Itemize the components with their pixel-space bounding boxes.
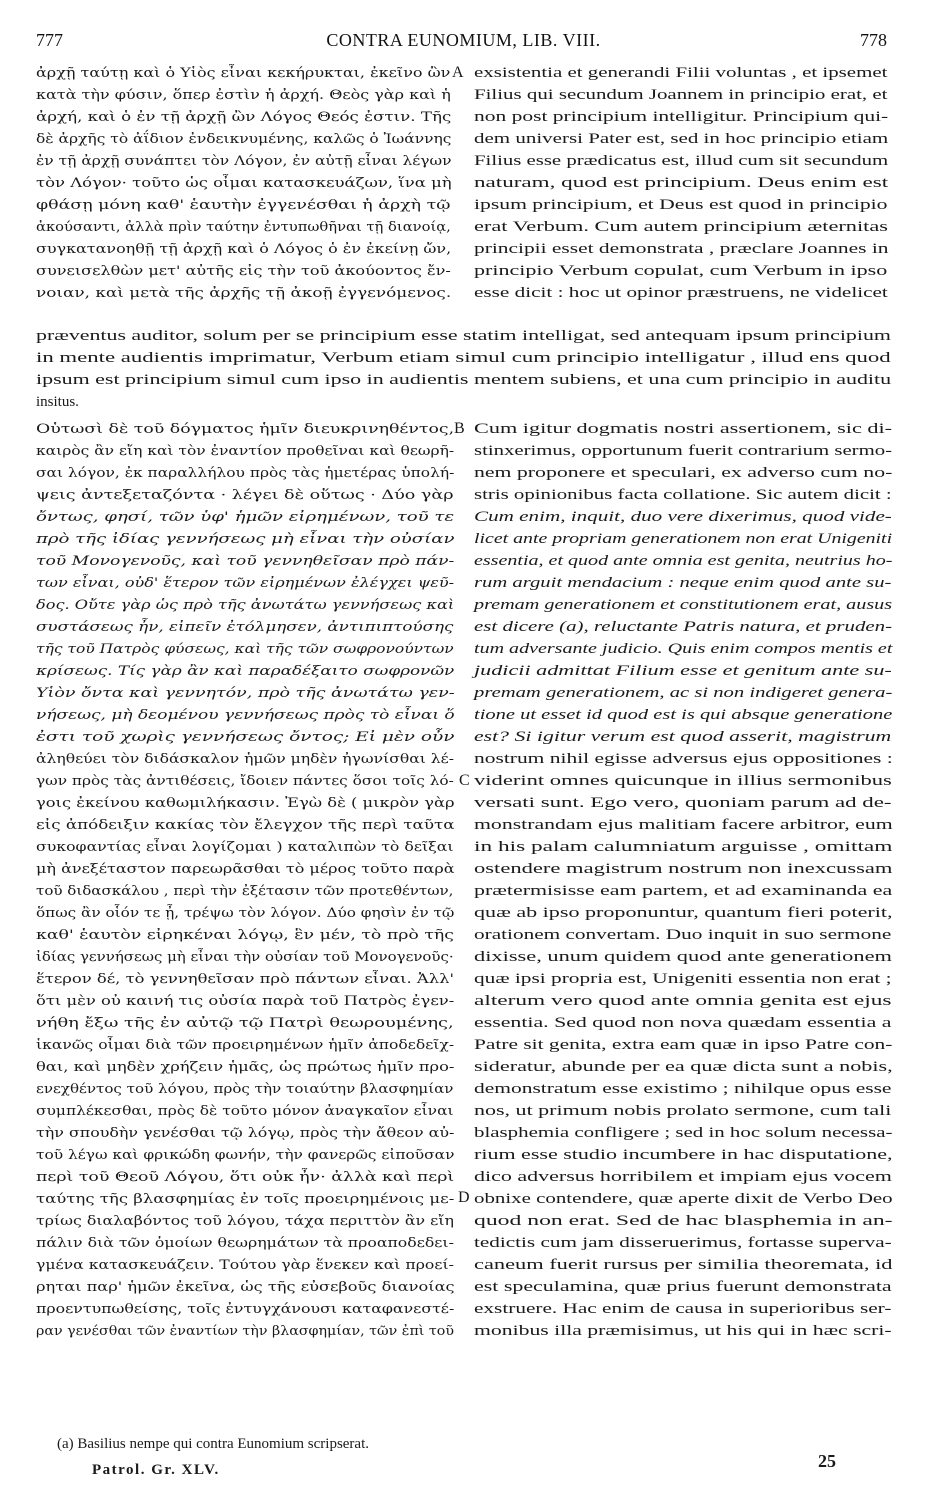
greek-text-line: τὴν σπουδὴν γενέσθαι τῷ λόγῳ, πρὸς τὴν ἄθεον αὐ- [36,1125,455,1140]
latin-text-line: nos, ut primum nobis prolato sermone, cum tali [474,1103,892,1119]
margin-marker-b: B [454,420,465,437]
greek-text-line: σαι λόγον, ἐκ παραλλήλου πρὸς τὰς ἡμετέρας ὑπολή- [36,465,455,480]
latin-column-section-b [474,418,892,1342]
latin-text-line: ipsum est principium simul cum ipso in audientis mentem subiens, et una cum principio in auditu [36,372,892,388]
latin-text-line: licet ante propriam generationem non erat Unigeniti [474,531,893,547]
latin-text-line: essentia, et quod ante omnia est genita, neutrius ho- [474,553,893,569]
latin-text-line: est dicere (a), reluctante Patris natura, et pruden- [474,619,893,635]
latin-text-line: monibus illa præmisimus, ut his qui in hæc scri- [474,1323,892,1339]
latin-text-line: premam generationem, ac si non indigeret genera- [474,685,893,701]
greek-text-line: εἰς ἀπόδειξιν κακίας τὸν ἔλεγχον τῆς περὶ ταῦτα [36,817,455,832]
greek-column-section-a [36,62,451,304]
greek-text-line: ἀκούσαντι, ἀλλὰ πρὶν ταύτην ἐντυπωθῆναι τῇ διανοίᾳ, [36,219,451,234]
greek-text-line: ἕτερον δέ, τὸ γεννηθεῖσαν πρὸ πάντων εἶναι. Ἀλλ' [36,971,454,986]
footnote: (a) Basilius nempe qui contra Eunomium scripserat. [57,1436,370,1452]
greek-text-line: συνεισελθὼν μετ' αὐτῆς εἰς τὴν τοῦ ἀκούοντος ἔν- [36,263,451,278]
greek-text-line: τῆς τοῦ Πατρὸς φύσεως, καὶ τῆς τῶν σωφρονούντων [36,641,454,656]
greek-text-line: ἐστι τοῦ χωρὶς γεννήσεως ὄντος; Εἰ μὲν οὖν [36,729,455,744]
greek-text-line: ενεχθέντος τοῦ λόγου, πρὸς τὴν τοιαύτην βλασφημίαν [36,1081,454,1096]
latin-text-line: insitus. [36,394,79,410]
greek-text-line: καθ' ἑαυτὸν εἰρηκέναι λόγῳ, ἓν μέν, τὸ πρὸ τῆς [36,927,454,942]
greek-text-line: ὅτι μὲν οὐ καινή τις οὐσία παρὰ τοῦ Πατρὸς ἐγεν- [36,993,455,1008]
latin-text-line: exsistentia et generandi Filii voluntas , et ipsemet [474,65,888,81]
margin-marker-a: A [452,64,464,81]
latin-text-line: tum adversante judicio. Quis enim compos mentis et [474,641,893,657]
greek-text-line: δος. Οὔτε γὰρ ὡς πρὸ τῆς ἀνωτάτω γεννήσεως καὶ [36,597,455,612]
latin-text-line: alterum vero quod ante omnia genita est ejus [474,993,892,1009]
greek-text-line: νήσεως, μὴ δεομένου γεννήσεως πρὸς τὸ εἶναι ὅ [36,707,455,722]
latin-text-line: Patre sit genita, extra eam quæ in ipso Patre con- [474,1037,893,1053]
greek-text-line: ψεις ἀντεξεταζόντα · λέγει δὲ οὕτως · Δύο γὰρ [36,487,454,502]
latin-text-line: rium esse studio incumbere in hac disputatione, [474,1147,893,1163]
greek-text-line: συστάσεως ἦν, εἰπεῖν ἐτόλμησεν, ἀντιπιπτούσης [36,619,454,634]
greek-text-line: γμένα κατασκευάζειν. Τούτου γὰρ ἕνεκεν καὶ προεί- [36,1257,454,1272]
greek-text-line: ταύτης τῆς βλασφημίας ἐν τοῖς προειρημένοις με- [36,1191,455,1206]
latin-text-line: erat Verbum. Cum autem principium æternitas [474,219,888,235]
latin-text-line: sideratur, abunde per ea quæ dicta sunt a nobis, [474,1059,893,1075]
latin-text-line: dixisse, unum quidem quod ante generationem [474,949,892,965]
greek-text-line: ραν γενέσθαι τῶν ἐναντίων τὴν βλασφημίαν, τῶν ἐπὶ τοῦ [36,1323,454,1338]
latin-text-line: Filius esse prædicatus est, illud cum sit secundum [474,153,889,169]
margin-marker-c: C [459,772,470,789]
greek-text-line: κατὰ τὴν φύσιν, ὅπερ ἐστὶν ἡ ἀρχή. Θεὸς γὰρ καὶ ἡ [36,87,451,102]
latin-text-line: viderint omnes quicunque in illius sermonibus [474,773,892,789]
latin-text-line: Cum igitur dogmatis nostri assertionem, sic di- [474,421,893,437]
latin-text-line: premam generationem et constitutionem erat, ausus [474,597,893,613]
latin-text-line: essentia. Sed quod non nova quædam essentia a [474,1015,892,1031]
latin-text-line: monstrandam ejus malitiam facere arbitror, eum [474,817,893,833]
greek-text-line: τοῦ διδασκάλου , περὶ τὴν ἐξέτασιν τῶν προτεθέντων, [36,883,454,898]
latin-text-line: exstruere. Hac enim de causa in superioribus ser- [474,1301,892,1317]
greek-text-line: συμπλέκεσθαι, πρὸς δὲ τοῦτο μόνον ἀναγκαῖον εἶναι [36,1103,454,1118]
greek-text-line: ἐν τῇ ἀρχῇ συνάπτει τὸν Λόγον, ἐν αὐτῇ εἶναι λέγων [36,153,452,168]
greek-text-line: φθάσῃ μόνη καθ' ἑαυτὴν ἐγγενέσθαι ἡ ἀρχὴ τῷ [36,197,451,212]
greek-text-line: ὅπως ἂν οἷόν τε ᾖ, τρέψω τὸν λόγον. Δύο φησὶν ἐν τῷ [36,905,455,920]
latin-text-line: principii esset demonstrata , præclare Joannes in [474,241,889,257]
greek-text-line: τοῦ λέγω καὶ φρικώδη φωνήν, τὴν φανερῶς εἰποῦσαν [36,1147,455,1162]
latin-text-line: ostendere magistrum nostrum non inexcussam [474,861,893,877]
latin-text-line: naturam, quod est principium. Deus enim est [474,175,889,191]
greek-text-line: ἀληθεύει τὸν διδάσκαλον ἡμῶν μηδὲν ἠγωνίσθαι λέ- [36,751,454,766]
latin-text-line: caneum fuerit rursus per similia theoremata, id [474,1257,893,1273]
latin-text-line: est? Si igitur verum est quod asserit, magistrum [474,729,892,745]
greek-text-line: ρηται παρ' ἡμῶν ἐκεῖνα, ὡς τῆς εὐσεβοῦς διανοίας [36,1279,455,1294]
latin-text-line: tione ut esset id quod est is qui absque generatione [474,707,893,723]
greek-text-line: Υἱὸν ὄντα καὶ γεννητόν, πρὸ τῆς ἀνωτάτω γεν- [36,685,455,700]
greek-text-line: νήθη ἔξω τῆς ἐν αὐτῷ τῷ Πατρὶ θεωρουμένης, [36,1015,454,1030]
greek-text-line: συγκατανοηθῇ τῇ ἀρχῇ καὶ ὁ Λόγος ὁ ἐν ἐκείνῃ ὤν, [36,241,452,256]
greek-text-line: γων πρὸς τὰς ἀντιθέσεις, ἴδοιεν πάντες ὅσοι τοῖς λό- [36,773,454,788]
signature-number: 25 [818,1451,836,1471]
latin-text-line: præventus auditor, solum per se principium esse statim intelligat, sed antequam ipsum principium [36,328,891,344]
greek-text-line: καιρὸς ἂν εἴη καὶ τὸν ἐναντίον προθεῖναι καὶ θεωρῆ- [36,443,455,458]
greek-text-line: τὸν Λόγον· τοῦτο ὡς οἶμαι κατασκευάζων, ἵνα μὴ [36,175,452,190]
latin-text-line: demonstratum esse existimo ; nihilque opus esse [474,1081,892,1097]
greek-column-section-b [36,418,454,1342]
greek-text-line: ἀρχή, καὶ ὁ ἐν τῇ ἀρχῇ ὢν Λόγος Θεός ἐστιν. Τῆς [36,109,452,124]
latin-text-line: in mente audientis imprimatur, Verbum etiam simul cum principio intelligatur , illud ens quod [36,350,891,366]
signature-mark: Patrol. Gr. XLV. [92,1462,220,1478]
latin-text-line: Cum enim, inquit, duo vere dixerimus, quod vide- [474,509,892,525]
latin-text-line: rum arguit mendacium : neque enim quod ante su- [474,575,892,591]
latin-text-line: ipsum principium, et Deus est quod in principio [474,197,888,213]
greek-text-line: γοις ἐκείνου καθωμιλήκασιν. Ἐγὼ δὲ ( μικρὸν γὰρ [36,795,455,810]
greek-text-line: προεντυπωθείσης, τοῖς ἐντυγχάνουσι καταφανεστέ- [36,1301,455,1316]
latin-text-line: quod non erat. Sed de hac blasphemia in an- [474,1213,893,1229]
latin-text-line: dem universi Pater est, sed in hoc principio etiam [474,131,889,147]
greek-text-line: περὶ τοῦ Θεοῦ Λόγου, ὅτι οὐκ ἦν· ἀλλὰ καὶ περὶ [36,1169,455,1184]
latin-text-line: versati sunt. Ego vero, quoniam parum ad de- [474,795,892,811]
latin-text-line: esse dicit : hoc ut opinor præstruens, ne videlicet [474,285,888,301]
latin-column-section-a [474,62,888,304]
latin-text-line: principio Verbum copulat, cum Verbum in ipso [474,263,888,279]
greek-text-line: ἰδίας γεννήσεως μὴ εἶναι τὴν οὐσίαν τοῦ Μονογενοῦς· [36,949,454,964]
margin-marker-d: D [458,1189,470,1206]
greek-text-line: θαι, καὶ μηδὲν χρήζειν ἡμᾶς, ὡς πρώτως ἡμῖν προ- [36,1059,455,1074]
greek-text-line: τρίως διαλαβόντος τοῦ λόγου, τάχα περιττὸν ἂν εἴη [36,1213,454,1228]
greek-text-line: μὴ ἀνεξέταστον παρεωρᾶσθαι τὸ μέρος τοῦτο παρὰ [36,861,455,876]
greek-text-line: νοιαν, καὶ μετὰ τῆς ἀρχῆς τῇ ἀκοῇ ἐγγενόμενος. [36,285,452,300]
greek-text-line: ὄντως, φησί, τῶν ὑφ' ἡμῶν εἰρημένων, τοῦ τε [36,509,455,524]
latin-text-line: nem proponere et speculari, ex adverso cum no- [474,465,893,481]
latin-text-line: blasphemia confligere ; sed in hoc solum necessa- [474,1125,893,1141]
running-title: CONTRA EUNOMIUM, LIB. VIII. [326,30,601,50]
greek-text-line: ἀρχῇ ταύτῃ καὶ ὁ Υἱὸς εἶναι κεκήρυκται, ἐκεῖνο ὢν [36,65,451,80]
greek-text-line: Οὑτωσὶ δὲ τοῦ δόγματος ἡμῖν διευκρινηθέντος, [36,421,455,436]
greek-text-line: δὲ ἀρχῆς τὸ ἀΐδιον ἐνδεικνυμένης, καλῶς ὁ Ἰωάννης [36,131,452,146]
latin-text-line: nostrum nihil egisse adversus ejus oppositiones : [474,751,893,767]
greek-text-line: τοῦ Μονογενοῦς, καὶ τοῦ γεννηθεῖσαν πρὸ πάν- [36,553,455,568]
greek-text-line: πάλιν διὰ τῶν ὁμοίων θεωρημάτων τὰ προαποδεδει- [36,1235,454,1250]
right-page-number: 778 [860,30,887,50]
greek-text-line: συκοφαντίας εἶναι λογίζομαι ) καταλιπὼν τὸ δεῖξαι [36,839,454,854]
latin-text-line: prætermisisse eam partem, et ad examinanda ea [474,883,893,899]
latin-text-line: Filius qui secundum Joannem in principio erat, et [474,87,888,103]
latin-text-line: stinxerimus, opportunum fuerit contrarium sermo- [474,443,893,459]
left-page-number: 777 [36,30,63,50]
latin-text-line: quæ ab ipso proponuntur, quantum fieri poterit, [474,905,893,921]
latin-full-width-section-a [36,325,891,413]
latin-text-line: judicii admittat Filium esse et genitum ante su- [474,663,892,679]
latin-text-line: orationem convertam. Duo inquit in suo sermone [474,927,892,943]
greek-text-line: πρὸ τῆς ἰδίας γεννήσεως μὴ εἶναι τὴν οὐσίαν [36,531,455,546]
greek-text-line: των εἶναι, οὐδ' ἕτερον τῶν εἰρημένων ἐλέγχει ψεῦ- [36,575,455,590]
latin-text-line: stris opinionibus facta collatione. Sic autem dicit : [474,487,892,503]
latin-text-line: quæ ipsi propria est, Unigeniti essentia non erat ; [474,971,892,987]
greek-text-line: κρίσεως. Τίς γὰρ ἂν καὶ παραδέξαιτο σωφρονῶν [36,663,455,678]
latin-text-line: obnixe contendere, quæ aperte dixit de Verbo Deo [474,1191,893,1207]
latin-text-line: non post principium intelligitur. Principium qui- [474,109,889,125]
latin-text-line: tedictis cum jam disseruerimus, fortasse superva- [474,1235,892,1251]
latin-text-line: est speculamina, quæ prius fuerunt demonstrata [474,1279,892,1295]
latin-text-line: in his palam calumniatum arguisse , omittam [474,839,893,855]
greek-text-line: ἱκανῶς οἶμαι διὰ τῶν προειρημένων ἡμῖν ἀποδεδεῖχ- [36,1037,455,1052]
latin-text-line: dico adversus horribilem et impiam ejus vocem [474,1169,892,1185]
